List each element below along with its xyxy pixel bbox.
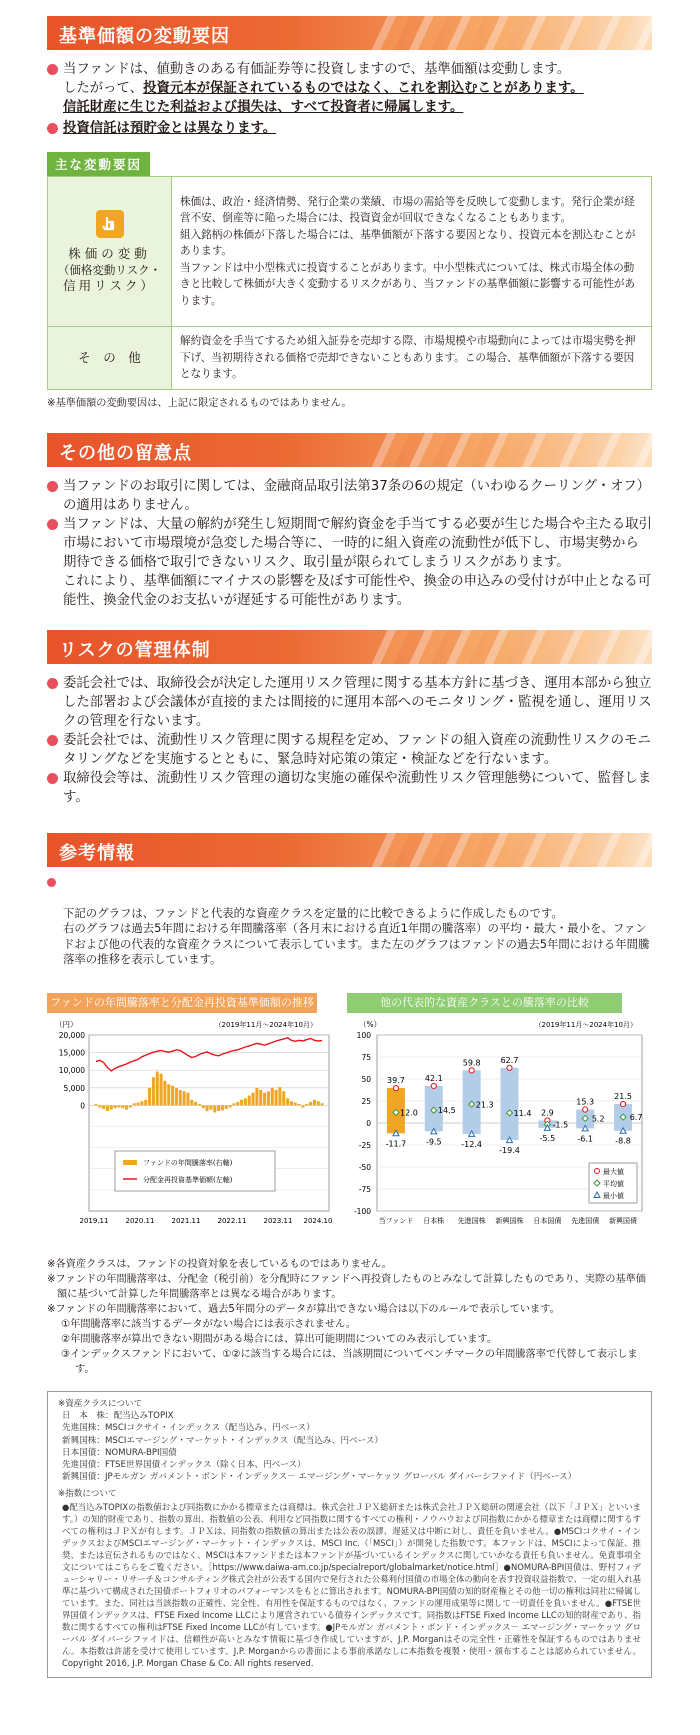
range-bar [501,1068,519,1140]
bullet-item [47,674,652,731]
max-data-label: 62.7 [500,1055,519,1065]
bullet-item [47,515,652,610]
section-title: リスクの管理体制 [59,639,211,661]
max-data-label: 39.7 [387,1076,405,1086]
fund-return-bar [232,1103,235,1105]
min-data-label: -6.1 [577,1134,594,1144]
chart-note: ②年間騰落率が算出できない期間がある場合には、算出可能期間についてのみ表示しています。 [61,1334,497,1345]
chart-note: ①年間騰落率に該当するデータがない場合には表示されません。 [61,1319,356,1330]
max-marker [431,1083,436,1088]
fund-return-bar [106,1105,109,1111]
max-data-label: 59.8 [462,1058,481,1068]
fund-return-bar [301,1105,304,1107]
idx-text: ●配当込みTOPIXの指数値および同指数にかかる標章または商標は、株式会社ＪＰＸ総研または株式会社ＪＰＸ総研の関連会社（以下「ＪＰＸ」といいます。）の知的財産であり、指数の算出、指数値の公表、利用など同指数に関するすべての権利・ノウハウおよび同指数にかかる標章または商標に関するすべての権利はＪＰＸが有します。ＪＰＸは、同指数の指数値の算出または公表の誤謬、遅延又は中断に対し、責任を負いません。●MSCIコクサイ・インデックスおよびMSCIエマージング・マーケット・インデックスは、MSCI Inc.（「MSCI」）が開発した指数です。本ファンドは、MSCIによって保証、推奨、または宣伝されるものではなく、MSCIは本ファンドまたは本ファンドが基づいているインデックスに関していかなる責任も負いません。免責事項全文についてはこちらをご覧ください。［https://www.daiwa-am.co.jp/specialreport/globalmarket/notice.html］●NOMURA-BPI国債は、野村フィデューシャリー・リサーチ＆コンサルティング株式会社が公表する国内で発行された公募利付国債の市場全体の動向を表す投資収益指数で、一定の組入れ基準に基づいて構成された国債ポートフォリオのパフォーマンスをもとに算出されます。NOMURA-BPI国債の知的財産権とその他一切の権利は同社に帰属しています。また、同社は当該指数の正確性、完全性、有用性を保証するものではなく、ファンドの運用成果等に関して一切責任を負いません。●FTSE世界国債インデックスは、FTSE Fixed Income LLCにより運営されている債券インデックスです。同指数はFTSE Fixed Income LLCの知的財産であり、指数に関するすべての権利はFTSE Fixed Income LLCが有しています。●JPモルガン ガバメント・ボンド・インデックス－ エマージング・マーケッツ グローバル ダイバーシファイドは、信頼性が高いとみなす情報に基づき作成していますが、J.P. Morganはその完全性・正確性を保証するものではありません。本指数は許諾を受けて使用しています。J.P. Morganからの書面による事前承諾なしに本指数を複製・使用・頒布することは認められていません。Copyright 2016, J.P. Morgan Chase & Co. All rights reserved. [62,1501,641,1668]
chart-note: ※ファンドの年間騰落率は、分配金（税引前）を分配時にファンドへ再投資したものとみなして計算したものであり、実際の基準価額に基づいて計算した年間騰落率とは異なる場合があります。 [47,1274,646,1300]
fund-return-bar [133,1103,136,1105]
header-decoration [372,16,652,50]
avg-data-label: 11.4 [513,1108,532,1118]
right-chart-title: 他の代表的な資産クラスとの騰落率の比較 [347,993,622,1013]
row-label [48,177,172,327]
emphasis-text: 投資信託は預貯金とは異なります。 [63,121,277,136]
fund-return-bar [121,1105,124,1108]
max-marker [507,1065,512,1070]
fund-return-bar [209,1105,212,1109]
legend-label: 最小値 [603,1192,624,1200]
max-data-label: 2.9 [540,1108,554,1118]
y-tick-label: -100 [353,1207,371,1216]
x-tick-label: 2020.11 [125,1217,155,1225]
legend-swatch-bar [123,1160,137,1165]
fund-return-bar [278,1087,281,1105]
row-label: そ の 他 [48,327,172,390]
chart-notes [47,1257,652,1377]
table-row [48,177,652,327]
bullet-item [47,60,652,117]
bullet-dot-icon [47,123,58,134]
fund-return-bar [244,1098,247,1105]
fund-return-bar [144,1100,147,1106]
fund-return-bar [129,1105,132,1107]
fund-return-bar [286,1098,289,1105]
y-tick-label: 10,000 [58,1066,85,1076]
x-category-label: 日本株 [423,1217,445,1225]
fund-return-bar [248,1096,251,1106]
fund-return-bar [156,1072,159,1106]
fund-return-bar [229,1105,232,1107]
max-marker [583,1107,588,1112]
bullet-item [47,731,652,769]
fund-return-bar [213,1105,216,1112]
fund-return-bar [194,1102,197,1106]
x-tick-label: 2022.11 [217,1217,247,1225]
fund-return-bar [94,1104,97,1105]
fund-return-bar [163,1081,166,1106]
min-data-label: -9.5 [425,1137,442,1147]
ref-title: ※資産クラスについて [58,1399,143,1409]
footnote: ※基準価額の変動要因は、上記に限定されるものではありません。 [47,397,352,409]
bullet-dot-icon [47,64,58,75]
min-data-label: -19.4 [499,1146,520,1156]
min-data-label: -8.8 [615,1136,631,1146]
avg-data-label: 12.0 [400,1108,418,1118]
header-decoration [372,630,652,664]
label-line: 信用リスク） [63,277,156,293]
bullet-item [47,119,652,138]
fund-return-bar [221,1105,224,1110]
period-label: （2019年11月～2024年10月） [214,1021,317,1029]
risk-factor-table [47,176,652,390]
legend-label: 分配金再投資基準価額(左軸) [143,1176,233,1184]
bullet-dot-icon [47,678,58,689]
fund-return-bar [206,1105,209,1111]
y-tick-label: 25 [361,1097,371,1106]
fund-return-bar [137,1103,140,1106]
max-marker [393,1085,398,1090]
fund-return-bar [160,1074,163,1106]
legend-max-icon [595,1169,600,1174]
y-tick-label: 5,000 [63,1083,85,1093]
emphasis-text: 信託財産に生じた利益および損失は、すべて投資者に帰属します。 [63,100,464,115]
fund-return-bar [190,1100,193,1106]
legend-label: 最大値 [603,1168,624,1176]
legend-box [115,1151,275,1191]
ref-item: 新興国債：JPモルガン ガバメント・ボンド・インデックス－ エマージング・マーケッツ グローバル ダイバーシファイド（円ベース） [62,1472,577,1483]
avg-data-label: 6.7 [629,1113,643,1123]
y-tick-label: -50 [358,1163,371,1172]
ref-item: 先進国債：FTSE世界国債インデックス（除く日本、円ベース） [62,1460,306,1471]
section-title: 基準価額の変動要因 [59,26,230,47]
ref-item: 日 本 株：配当込みTOPIX [62,1411,174,1422]
min-data-label: -12.4 [461,1139,482,1149]
fund-return-bar [298,1104,301,1105]
hand-icon [96,210,124,238]
bullet-text: 当ファンドは、大量の解約が発生し短期間で解約資金を手当てする必要が生じた場合や主たる取引市場において市場環境が急変した場合等に、一時的に組入資産の流動性が低下し、市場実勢から期待できる価格で取引できないリスク、取引量が限られてしまうリスクがあります。 [63,516,652,570]
bullet-text: したがって、 [63,81,144,96]
x-category-label: 日本国債 [533,1217,562,1225]
x-category-label: 新興国債 [609,1217,638,1225]
label-line: 株価の変動 [68,245,151,261]
fund-return-bar [294,1103,297,1106]
bullet-item [47,875,652,984]
chart-note: ※各資産クラスは、ファンドの投資対象を表しているものではありません。 [47,1259,392,1270]
max-data-label: 21.5 [614,1092,632,1102]
section-header-risk-management [47,630,652,664]
fund-return-bar [305,1104,308,1105]
x-category-label: 新興国株 [495,1217,524,1225]
bullet-dot-icon [47,481,58,492]
y-tick-label: -25 [358,1141,371,1150]
bullet-dot-icon [47,519,58,530]
bullet-text: 委託会社では、流動性リスク管理に関する規程を定め、ファンドの組入資産の流動性リスクのモニタリングなどを実施するとともに、緊急時対応策の策定・検証などを行ないます。 [63,732,651,767]
y-tick-label: 0 [80,1101,85,1111]
x-category-label: 先進国債 [571,1217,600,1225]
fund-return-bar [313,1100,316,1106]
bullet-item [47,769,652,807]
bullet-text: 当ファンドは、値動きのある有価証券等に投資しますので、基準価額は変動します。 [63,62,571,77]
fund-return-bar [225,1105,228,1109]
fund-return-bar [198,1104,201,1105]
avg-data-label: 5.2 [591,1114,605,1124]
x-tick-label: 2024.10 [303,1217,333,1225]
bullet-item [47,477,652,515]
ref-item: 先進国株：MSCIコクサイ・インデックス（配当込み、円ベース） [62,1423,315,1434]
fund-return-bar [282,1091,285,1105]
fund-return-bar [263,1093,266,1106]
bullet-text: これにより、基準価額にマイナスの影響を及ぼす可能性や、換金の申込みの受付けが中止となる可能性、換金代金のお支払いが遅延する可能性があります。 [63,573,652,608]
x-category-label: 当ファンド [378,1217,414,1225]
section-header-reference [47,833,652,867]
bullet-text: 委託会社では、取締役会が決定した運用リスク管理に関する基本方針に基づき、運用本部から独立した部署および会議体が直接的または間接的に運用本部へのモニタリング・監視を通し、運用リスクの管理を行ないます。 [63,675,652,729]
chart-note: ※ファンドの年間騰落率において、過去5年間分のデータが算出できない場合は以下のルールで表示しています。 [47,1304,560,1315]
fund-return-bar [271,1088,274,1106]
y-tick-label: 50 [361,1075,371,1084]
min-data-label: -5.5 [539,1133,556,1143]
fund-return-bar [179,1090,182,1105]
y-tick-label: 75 [361,1053,371,1062]
max-marker [620,1101,625,1106]
bullet-dot-icon [47,773,58,784]
x-tick-label: 2021.11 [171,1217,201,1225]
y-tick-label: 100 [356,1031,371,1040]
fund-return-bar [236,1102,239,1106]
fund-return-bar [140,1101,143,1105]
fund-return-bar [183,1091,186,1105]
bullet-dot-icon [47,735,58,746]
bullet-text: 取締役会等は、流動性リスク管理の適切な実施の確保や流動性リスク管理態勢について、監督します。 [63,770,652,805]
fund-return-bar [259,1090,262,1105]
y-tick-label: 20,000 [58,1031,85,1040]
emphasis-text: 投資元本が保証されているものではなく、これを割込むことがあります。 [143,81,584,96]
fund-return-bar [175,1088,178,1106]
row-text: 株価は、政治・経済情勢、発行企業の業績、市場の需給等を反映して変動します。発行企業が経営不安、倒産等に陥った場合には、投資資金が回収できなくなることもあります。 組入銘柄の株価が下落した場合には、基準価額が下落する要因となり、投資元本を割込むことがあります。 当ファンドは中小型株式に投資することがあります。中小型株式については、株式市場全体の動きと比較して株価が大きく変動するリスクがあり、当ファンドの基準価額に影響する可能性があります。 [172,177,652,327]
fund-return-bar [317,1101,320,1105]
fund-return-bar [309,1102,312,1106]
table-tag: 主な変動要因 [47,152,150,176]
reference-box [47,1391,652,1678]
fund-return-bar [252,1093,255,1106]
fund-return-bar [255,1088,258,1106]
fund-return-bar [98,1105,101,1107]
charts-area [47,993,652,1251]
fund-return-bar [125,1105,128,1109]
label-line: （価格変動リスク・ [57,262,162,277]
y-tick-label: 15,000 [58,1048,85,1058]
fund-return-bar [186,1093,189,1106]
fund-return-bar [110,1105,113,1109]
document [47,16,652,1678]
fund-return-bar [202,1105,205,1108]
max-data-label: 15.3 [576,1097,595,1107]
header-decoration [372,433,652,467]
fund-return-bar [171,1086,174,1106]
min-data-label: -11.7 [385,1139,407,1149]
max-data-label: 42.1 [424,1073,443,1083]
right-chart [337,1013,652,1251]
legend-label: 平均値 [603,1180,624,1188]
chart-note: ③インデックスファンドにおいて、①②に該当する場合には、当該期間についてベンチマークの年間騰落率で代替して表示します。 [61,1349,638,1375]
left-chart [47,1013,337,1251]
idx-title: ※指数について [58,1489,117,1500]
bullet-dot-icon [47,878,56,887]
ref-item: 新興国株：MSCIエマージング・マーケット・インデックス（配当込み、円ベース） [62,1435,384,1446]
y-tick-label: -75 [358,1185,371,1194]
fund-return-bar [240,1100,243,1106]
x-category-label: 先進国株 [457,1217,486,1225]
x-tick-label: 2019.11 [79,1217,109,1225]
max-marker [469,1068,474,1073]
section-header-other-notes [47,433,652,467]
left-chart-title: ファンドの年間騰落率と分配金再投資基準価額の推移 [47,993,317,1013]
avg-data-label: 21.3 [475,1100,494,1110]
fund-return-bar [290,1101,293,1105]
fund-return-bar [114,1105,117,1108]
fund-return-bar [117,1105,120,1107]
bullet-text: 当ファンドのお取引に関しては、金融商品取引法第37条の6の規定（いわゆるクーリング・オフ）の適用はありません。 [63,478,651,513]
fund-return-bar [148,1088,151,1106]
row-text: 解約資金を手当てするため組入証券を売却する際、市場規模や市場動向によっては市場実勢を押下げ、当初期待される価格で売却できないこともあります。この場合、基準価額が下落する要因となります。 [172,327,652,390]
avg-data-label: -1.5 [552,1120,569,1130]
legend-label: ファンドの年間騰落率(右軸) [143,1159,233,1167]
fund-return-bar [152,1077,155,1105]
header-decoration [372,833,652,867]
fund-return-bar [267,1091,270,1105]
section-title: 参考情報 [59,842,135,864]
table-row [48,327,652,390]
avg-data-label: 14.5 [437,1106,456,1116]
section-title: その他の留意点 [59,442,192,464]
fund-return-bar [102,1105,105,1109]
intro-text: 下記のグラフは、ファンドと代表的な資産クラスを定量的に比較できるように作成したものです。 右のグラフは過去5年間における年間騰落率（各月末における直近1年間の騰落率）の平均・最大・最小を、ファンドおよび他の代表的な資産クラスについて表示しています。また左のグラフはファンドの過去5年間における年間騰落率の推移を表示しています。 [63,905,650,966]
fund-return-bar [167,1084,170,1105]
fund-return-bar [275,1090,278,1105]
y-unit-label: （円） [55,1020,78,1029]
fund-return-bar [217,1105,220,1111]
ref-item: 日本国債：NOMURA-BPI国債 [62,1447,177,1458]
period-label: （2019年11月～2024年10月） [534,1021,637,1029]
y-unit-label: （%） [359,1020,382,1029]
section-header-nav-factors [47,16,652,50]
ref-list [58,1410,641,1483]
y-tick-label: 0 [366,1119,371,1128]
x-tick-label: 2023.11 [263,1217,293,1225]
fund-return-bar [321,1103,324,1105]
